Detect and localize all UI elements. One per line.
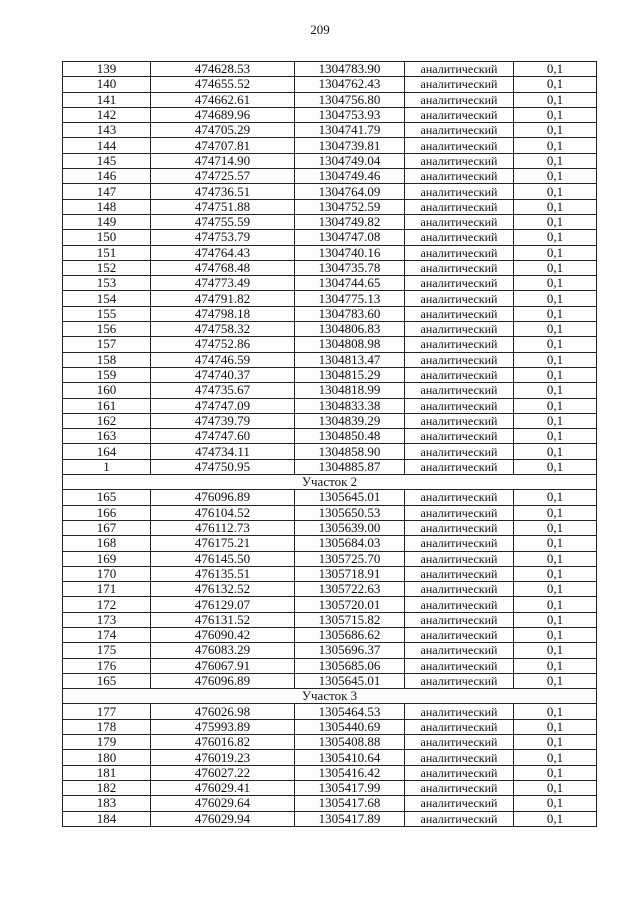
method-cell: аналитический <box>405 123 514 138</box>
point-number-cell: 178 <box>63 719 151 734</box>
accuracy-cell: 0,1 <box>514 184 597 199</box>
accuracy-cell: 0,1 <box>514 230 597 245</box>
x-coordinate-cell: 476132.52 <box>151 582 295 597</box>
method-cell: аналитический <box>405 780 514 795</box>
x-coordinate-cell: 476175.21 <box>151 536 295 551</box>
method-cell: аналитический <box>405 322 514 337</box>
method-cell: аналитический <box>405 796 514 811</box>
x-coordinate-cell: 474753.79 <box>151 230 295 245</box>
table-row <box>63 551 597 566</box>
table-row <box>63 811 597 826</box>
y-coordinate-cell: 1305725.70 <box>295 551 405 566</box>
x-coordinate-cell: 476104.52 <box>151 505 295 520</box>
method-cell: аналитический <box>405 673 514 688</box>
accuracy-cell: 0,1 <box>514 245 597 260</box>
y-coordinate-cell: 1304741.79 <box>295 123 405 138</box>
point-number-cell: 177 <box>63 704 151 719</box>
point-number-cell: 139 <box>63 62 151 77</box>
y-coordinate-cell: 1305645.01 <box>295 490 405 505</box>
point-number-cell: 165 <box>63 673 151 688</box>
y-coordinate-cell: 1304749.46 <box>295 169 405 184</box>
method-cell: аналитический <box>405 138 514 153</box>
accuracy-cell: 0,1 <box>514 153 597 168</box>
y-coordinate-cell: 1305650.53 <box>295 505 405 520</box>
table-row <box>63 582 597 597</box>
point-number-cell: 148 <box>63 199 151 214</box>
method-cell: аналитический <box>405 597 514 612</box>
point-number-cell: 154 <box>63 291 151 306</box>
accuracy-cell: 0,1 <box>514 398 597 413</box>
coordinates-table <box>62 61 597 827</box>
method-cell: аналитический <box>405 750 514 765</box>
table-row <box>63 107 597 122</box>
method-cell: аналитический <box>405 505 514 520</box>
x-coordinate-cell: 474773.49 <box>151 276 295 291</box>
y-coordinate-cell: 1304813.47 <box>295 352 405 367</box>
point-number-cell: 172 <box>63 597 151 612</box>
method-cell: аналитический <box>405 77 514 92</box>
point-number-cell: 169 <box>63 551 151 566</box>
method-cell: аналитический <box>405 153 514 168</box>
point-number-cell: 141 <box>63 92 151 107</box>
y-coordinate-cell: 1305416.42 <box>295 765 405 780</box>
table-row <box>63 245 597 260</box>
x-coordinate-cell: 476096.89 <box>151 490 295 505</box>
x-coordinate-cell: 474798.18 <box>151 306 295 321</box>
accuracy-cell: 0,1 <box>514 765 597 780</box>
y-coordinate-cell: 1304744.65 <box>295 276 405 291</box>
table-row <box>63 643 597 658</box>
table-row <box>63 673 597 688</box>
point-number-cell: 171 <box>63 582 151 597</box>
point-number-cell: 158 <box>63 352 151 367</box>
x-coordinate-cell: 474750.95 <box>151 459 295 474</box>
table-row <box>63 796 597 811</box>
page-number: 209 <box>310 22 330 37</box>
point-number-cell: 160 <box>63 383 151 398</box>
section-row <box>63 689 597 704</box>
table-row <box>63 490 597 505</box>
y-coordinate-cell: 1304762.43 <box>295 77 405 92</box>
table-row <box>63 260 597 275</box>
method-cell: аналитический <box>405 444 514 459</box>
point-number-cell: 153 <box>63 276 151 291</box>
x-coordinate-cell: 476029.64 <box>151 796 295 811</box>
method-cell: аналитический <box>405 551 514 566</box>
accuracy-cell: 0,1 <box>514 444 597 459</box>
y-coordinate-cell: 1304756.80 <box>295 92 405 107</box>
accuracy-cell: 0,1 <box>514 582 597 597</box>
x-coordinate-cell: 476027.22 <box>151 765 295 780</box>
x-coordinate-cell: 476019.23 <box>151 750 295 765</box>
x-coordinate-cell: 474662.61 <box>151 92 295 107</box>
x-coordinate-cell: 476145.50 <box>151 551 295 566</box>
point-number-cell: 151 <box>63 245 151 260</box>
accuracy-cell: 0,1 <box>514 413 597 428</box>
y-coordinate-cell: 1305722.63 <box>295 582 405 597</box>
table-row <box>63 153 597 168</box>
accuracy-cell: 0,1 <box>514 490 597 505</box>
method-cell: аналитический <box>405 337 514 352</box>
table-row <box>63 520 597 535</box>
point-number-cell: 152 <box>63 260 151 275</box>
table-row <box>63 322 597 337</box>
point-number-cell: 147 <box>63 184 151 199</box>
accuracy-cell: 0,1 <box>514 520 597 535</box>
y-coordinate-cell: 1305417.68 <box>295 796 405 811</box>
point-number-cell: 183 <box>63 796 151 811</box>
method-cell: аналитический <box>405 811 514 826</box>
x-coordinate-cell: 476129.07 <box>151 597 295 612</box>
x-coordinate-cell: 476131.52 <box>151 612 295 627</box>
accuracy-cell: 0,1 <box>514 138 597 153</box>
method-cell: аналитический <box>405 413 514 428</box>
point-number-cell: 181 <box>63 765 151 780</box>
x-coordinate-cell: 474747.09 <box>151 398 295 413</box>
x-coordinate-cell: 476090.42 <box>151 627 295 642</box>
table-row <box>63 291 597 306</box>
table-row <box>63 658 597 673</box>
y-coordinate-cell: 1304885.87 <box>295 459 405 474</box>
accuracy-cell: 0,1 <box>514 658 597 673</box>
x-coordinate-cell: 474707.81 <box>151 138 295 153</box>
x-coordinate-cell: 474705.29 <box>151 123 295 138</box>
point-number-cell: 168 <box>63 536 151 551</box>
table-row <box>63 367 597 382</box>
method-cell: аналитический <box>405 62 514 77</box>
table-row <box>63 566 597 581</box>
table-row <box>63 780 597 795</box>
y-coordinate-cell: 1304839.29 <box>295 413 405 428</box>
x-coordinate-cell: 474764.43 <box>151 245 295 260</box>
y-coordinate-cell: 1304818.99 <box>295 383 405 398</box>
y-coordinate-cell: 1304749.04 <box>295 153 405 168</box>
section-title: Участок 2 <box>63 475 597 490</box>
accuracy-cell: 0,1 <box>514 276 597 291</box>
table-row <box>63 337 597 352</box>
coordinates-table-body <box>63 62 597 827</box>
x-coordinate-cell: 475993.89 <box>151 719 295 734</box>
point-number-cell: 165 <box>63 490 151 505</box>
table-row <box>63 230 597 245</box>
table-row <box>63 398 597 413</box>
accuracy-cell: 0,1 <box>514 367 597 382</box>
table-row <box>63 750 597 765</box>
table-row <box>63 62 597 77</box>
method-cell: аналитический <box>405 429 514 444</box>
x-coordinate-cell: 474751.88 <box>151 199 295 214</box>
table-row <box>63 459 597 474</box>
point-number-cell: 156 <box>63 322 151 337</box>
accuracy-cell: 0,1 <box>514 780 597 795</box>
x-coordinate-cell: 474791.82 <box>151 291 295 306</box>
y-coordinate-cell: 1305417.89 <box>295 811 405 826</box>
method-cell: аналитический <box>405 367 514 382</box>
x-coordinate-cell: 474746.59 <box>151 352 295 367</box>
accuracy-cell: 0,1 <box>514 260 597 275</box>
table-row <box>63 169 597 184</box>
point-number-cell: 150 <box>63 230 151 245</box>
y-coordinate-cell: 1304775.13 <box>295 291 405 306</box>
point-number-cell: 145 <box>63 153 151 168</box>
x-coordinate-cell: 474740.37 <box>151 367 295 382</box>
accuracy-cell: 0,1 <box>514 627 597 642</box>
accuracy-cell: 0,1 <box>514 214 597 229</box>
table-row <box>63 444 597 459</box>
y-coordinate-cell: 1304833.38 <box>295 398 405 413</box>
point-number-cell: 142 <box>63 107 151 122</box>
table-row <box>63 597 597 612</box>
accuracy-cell: 0,1 <box>514 306 597 321</box>
accuracy-cell: 0,1 <box>514 735 597 750</box>
accuracy-cell: 0,1 <box>514 643 597 658</box>
table-row <box>63 92 597 107</box>
method-cell: аналитический <box>405 92 514 107</box>
x-coordinate-cell: 476029.41 <box>151 780 295 795</box>
point-number-cell: 184 <box>63 811 151 826</box>
method-cell: аналитический <box>405 306 514 321</box>
table-row <box>63 383 597 398</box>
method-cell: аналитический <box>405 536 514 551</box>
accuracy-cell: 0,1 <box>514 704 597 719</box>
point-number-cell: 166 <box>63 505 151 520</box>
table-row <box>63 77 597 92</box>
method-cell: аналитический <box>405 735 514 750</box>
y-coordinate-cell: 1305720.01 <box>295 597 405 612</box>
x-coordinate-cell: 474758.32 <box>151 322 295 337</box>
table-row <box>63 627 597 642</box>
point-number-cell: 176 <box>63 658 151 673</box>
table-row <box>63 123 597 138</box>
method-cell: аналитический <box>405 383 514 398</box>
accuracy-cell: 0,1 <box>514 597 597 612</box>
x-coordinate-cell: 474735.67 <box>151 383 295 398</box>
accuracy-cell: 0,1 <box>514 796 597 811</box>
y-coordinate-cell: 1304858.90 <box>295 444 405 459</box>
x-coordinate-cell: 474734.11 <box>151 444 295 459</box>
method-cell: аналитический <box>405 566 514 581</box>
y-coordinate-cell: 1304783.90 <box>295 62 405 77</box>
table-row <box>63 352 597 367</box>
accuracy-cell: 0,1 <box>514 169 597 184</box>
y-coordinate-cell: 1305715.82 <box>295 612 405 627</box>
accuracy-cell: 0,1 <box>514 429 597 444</box>
point-number-cell: 161 <box>63 398 151 413</box>
x-coordinate-cell: 476096.89 <box>151 673 295 688</box>
section-row <box>63 475 597 490</box>
x-coordinate-cell: 476026.98 <box>151 704 295 719</box>
table-row <box>63 536 597 551</box>
accuracy-cell: 0,1 <box>514 612 597 627</box>
point-number-cell: 170 <box>63 566 151 581</box>
table-row <box>63 704 597 719</box>
accuracy-cell: 0,1 <box>514 123 597 138</box>
accuracy-cell: 0,1 <box>514 62 597 77</box>
point-number-cell: 175 <box>63 643 151 658</box>
method-cell: аналитический <box>405 276 514 291</box>
accuracy-cell: 0,1 <box>514 107 597 122</box>
method-cell: аналитический <box>405 627 514 642</box>
accuracy-cell: 0,1 <box>514 459 597 474</box>
x-coordinate-cell: 474628.53 <box>151 62 295 77</box>
point-number-cell: 163 <box>63 429 151 444</box>
method-cell: аналитический <box>405 520 514 535</box>
table-row <box>63 276 597 291</box>
y-coordinate-cell: 1305639.00 <box>295 520 405 535</box>
method-cell: аналитический <box>405 245 514 260</box>
table-row <box>63 735 597 750</box>
point-number-cell: 159 <box>63 367 151 382</box>
y-coordinate-cell: 1304752.59 <box>295 199 405 214</box>
method-cell: аналитический <box>405 658 514 673</box>
y-coordinate-cell: 1305718.91 <box>295 566 405 581</box>
table-row <box>63 765 597 780</box>
point-number-cell: 1 <box>63 459 151 474</box>
method-cell: аналитический <box>405 459 514 474</box>
accuracy-cell: 0,1 <box>514 383 597 398</box>
point-number-cell: 179 <box>63 735 151 750</box>
table-row <box>63 429 597 444</box>
method-cell: аналитический <box>405 612 514 627</box>
method-cell: аналитический <box>405 765 514 780</box>
table-row <box>63 505 597 520</box>
point-number-cell: 140 <box>63 77 151 92</box>
point-number-cell: 157 <box>63 337 151 352</box>
point-number-cell: 167 <box>63 520 151 535</box>
method-cell: аналитический <box>405 230 514 245</box>
table-row <box>63 612 597 627</box>
accuracy-cell: 0,1 <box>514 673 597 688</box>
table-row <box>63 184 597 199</box>
x-coordinate-cell: 476135.51 <box>151 566 295 581</box>
x-coordinate-cell: 474739.79 <box>151 413 295 428</box>
y-coordinate-cell: 1304764.09 <box>295 184 405 199</box>
method-cell: аналитический <box>405 352 514 367</box>
y-coordinate-cell: 1304747.08 <box>295 230 405 245</box>
x-coordinate-cell: 474736.51 <box>151 184 295 199</box>
x-coordinate-cell: 474689.96 <box>151 107 295 122</box>
accuracy-cell: 0,1 <box>514 811 597 826</box>
method-cell: аналитический <box>405 291 514 306</box>
point-number-cell: 155 <box>63 306 151 321</box>
accuracy-cell: 0,1 <box>514 750 597 765</box>
point-number-cell: 144 <box>63 138 151 153</box>
x-coordinate-cell: 474725.57 <box>151 169 295 184</box>
y-coordinate-cell: 1304806.83 <box>295 322 405 337</box>
method-cell: аналитический <box>405 398 514 413</box>
x-coordinate-cell: 474747.60 <box>151 429 295 444</box>
method-cell: аналитический <box>405 719 514 734</box>
table-row <box>63 413 597 428</box>
point-number-cell: 143 <box>63 123 151 138</box>
y-coordinate-cell: 1305417.99 <box>295 780 405 795</box>
method-cell: аналитический <box>405 643 514 658</box>
method-cell: аналитический <box>405 704 514 719</box>
x-coordinate-cell: 474752.86 <box>151 337 295 352</box>
table-row <box>63 719 597 734</box>
y-coordinate-cell: 1304749.82 <box>295 214 405 229</box>
point-number-cell: 149 <box>63 214 151 229</box>
accuracy-cell: 0,1 <box>514 566 597 581</box>
table-row <box>63 138 597 153</box>
y-coordinate-cell: 1304850.48 <box>295 429 405 444</box>
y-coordinate-cell: 1305685.06 <box>295 658 405 673</box>
method-cell: аналитический <box>405 214 514 229</box>
accuracy-cell: 0,1 <box>514 536 597 551</box>
table-row <box>63 199 597 214</box>
y-coordinate-cell: 1305410.64 <box>295 750 405 765</box>
table-row <box>63 214 597 229</box>
point-number-cell: 146 <box>63 169 151 184</box>
x-coordinate-cell: 474755.59 <box>151 214 295 229</box>
y-coordinate-cell: 1305464.53 <box>295 704 405 719</box>
y-coordinate-cell: 1304735.78 <box>295 260 405 275</box>
accuracy-cell: 0,1 <box>514 199 597 214</box>
section-title: Участок 3 <box>63 689 597 704</box>
accuracy-cell: 0,1 <box>514 322 597 337</box>
accuracy-cell: 0,1 <box>514 352 597 367</box>
y-coordinate-cell: 1304739.81 <box>295 138 405 153</box>
x-coordinate-cell: 476029.94 <box>151 811 295 826</box>
x-coordinate-cell: 476067.91 <box>151 658 295 673</box>
y-coordinate-cell: 1305645.01 <box>295 673 405 688</box>
method-cell: аналитический <box>405 199 514 214</box>
x-coordinate-cell: 474714.90 <box>151 153 295 168</box>
point-number-cell: 173 <box>63 612 151 627</box>
x-coordinate-cell: 476016.82 <box>151 735 295 750</box>
method-cell: аналитический <box>405 107 514 122</box>
point-number-cell: 174 <box>63 627 151 642</box>
y-coordinate-cell: 1304783.60 <box>295 306 405 321</box>
method-cell: аналитический <box>405 582 514 597</box>
accuracy-cell: 0,1 <box>514 719 597 734</box>
x-coordinate-cell: 474655.52 <box>151 77 295 92</box>
x-coordinate-cell: 476083.29 <box>151 643 295 658</box>
accuracy-cell: 0,1 <box>514 77 597 92</box>
y-coordinate-cell: 1305684.03 <box>295 536 405 551</box>
y-coordinate-cell: 1304753.93 <box>295 107 405 122</box>
accuracy-cell: 0,1 <box>514 291 597 306</box>
table-row <box>63 306 597 321</box>
y-coordinate-cell: 1305696.37 <box>295 643 405 658</box>
point-number-cell: 180 <box>63 750 151 765</box>
accuracy-cell: 0,1 <box>514 92 597 107</box>
accuracy-cell: 0,1 <box>514 337 597 352</box>
point-number-cell: 162 <box>63 413 151 428</box>
y-coordinate-cell: 1304740.16 <box>295 245 405 260</box>
method-cell: аналитический <box>405 490 514 505</box>
y-coordinate-cell: 1304808.98 <box>295 337 405 352</box>
method-cell: аналитический <box>405 169 514 184</box>
y-coordinate-cell: 1305408.88 <box>295 735 405 750</box>
accuracy-cell: 0,1 <box>514 551 597 566</box>
point-number-cell: 182 <box>63 780 151 795</box>
x-coordinate-cell: 476112.73 <box>151 520 295 535</box>
method-cell: аналитический <box>405 260 514 275</box>
point-number-cell: 164 <box>63 444 151 459</box>
accuracy-cell: 0,1 <box>514 505 597 520</box>
method-cell: аналитический <box>405 184 514 199</box>
y-coordinate-cell: 1305440.69 <box>295 719 405 734</box>
x-coordinate-cell: 474768.48 <box>151 260 295 275</box>
y-coordinate-cell: 1304815.29 <box>295 367 405 382</box>
y-coordinate-cell: 1305686.62 <box>295 627 405 642</box>
